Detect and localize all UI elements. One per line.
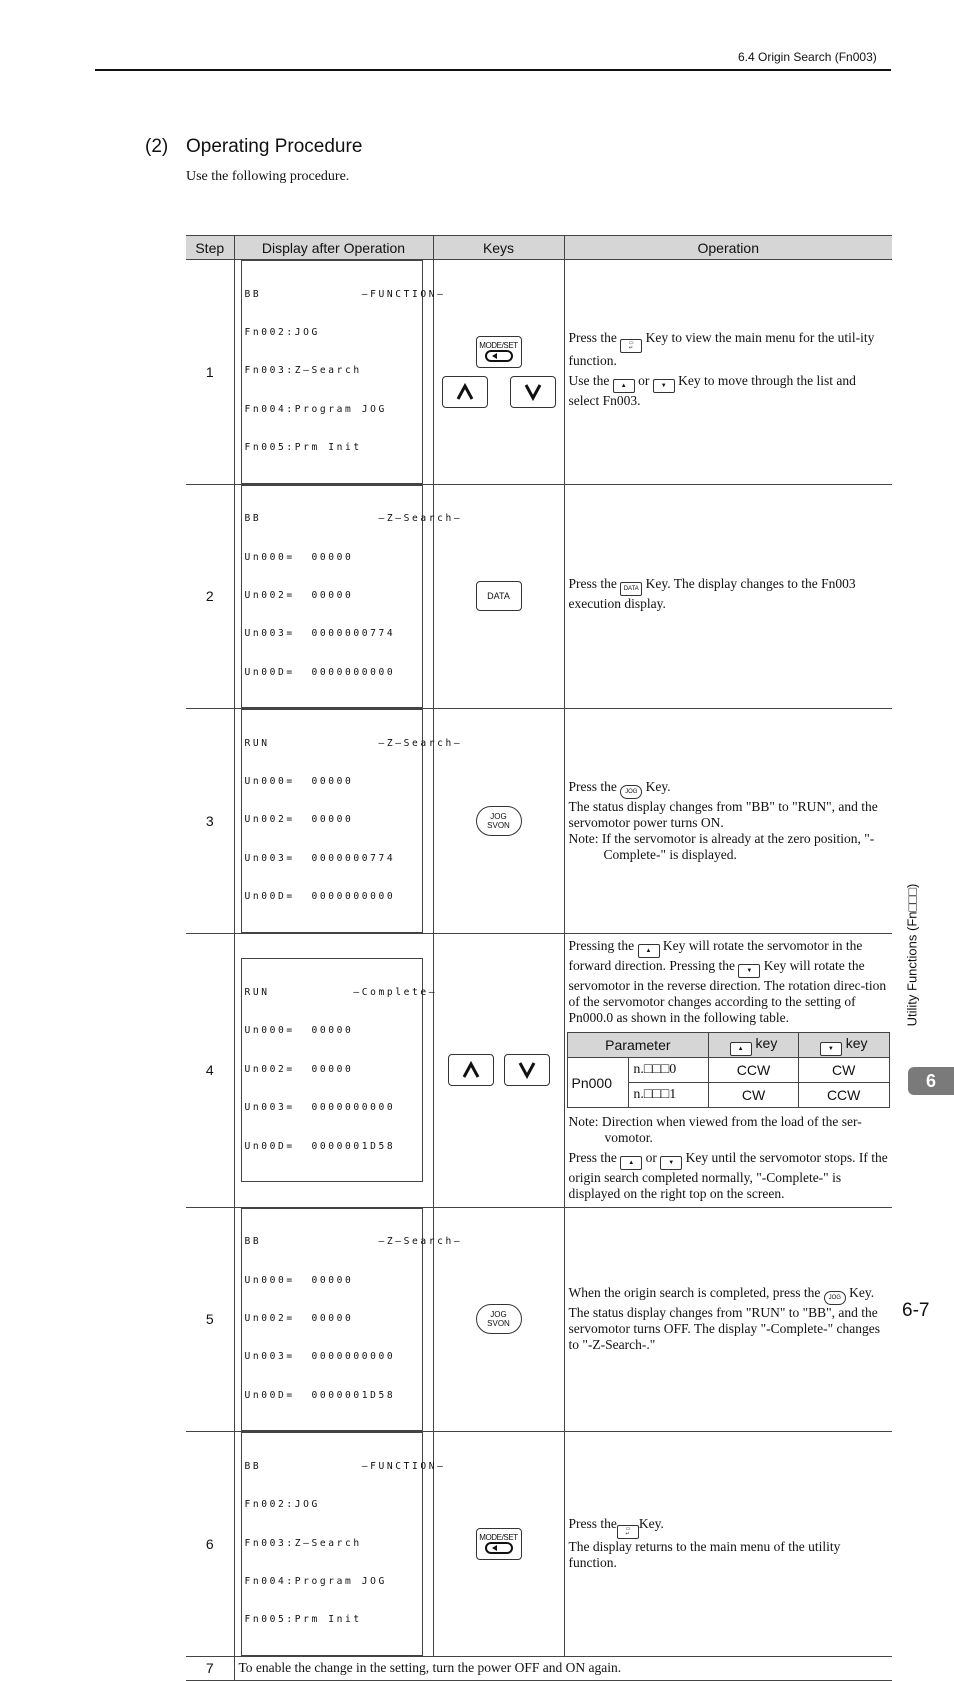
lcd-line: Fn005:Prm Init — [244, 442, 362, 454]
step-number: 5 — [186, 1207, 234, 1432]
lcd-line: Fn002:JOG — [244, 1499, 320, 1511]
lcd-display — [241, 709, 463, 933]
op-text: Key until the servomotor stops. If the origin search completed normally, "-Complete-" is displayed on the right top on the screen. — [568, 1150, 888, 1202]
lcd-line: Fn003:Z–Search — [244, 1537, 362, 1549]
lcd-display — [241, 1208, 463, 1432]
lcd-display — [241, 485, 463, 709]
lcd-line: Un002= 00000 — [244, 589, 354, 601]
enter-arrow-icon — [484, 350, 514, 362]
lcd-line: Un00D= 0000000000 — [244, 891, 396, 903]
op-text: Key. — [849, 1285, 875, 1301]
lcd-line: BB –Z–Search– — [244, 513, 463, 525]
mode-set-key[interactable] — [476, 336, 522, 368]
page-number: 6-7 — [902, 1300, 930, 1321]
lcd-line: Un003= 0000000000 — [244, 1102, 396, 1114]
step-number: 3 — [186, 709, 234, 934]
table-row — [186, 1207, 892, 1432]
param-value: n.□□□1 — [629, 1083, 709, 1108]
op-text: Press the — [568, 576, 617, 592]
side-tab — [902, 870, 922, 1040]
jog-label: JOG — [490, 1310, 507, 1320]
table-header-row — [186, 236, 892, 260]
step-number: 7 — [186, 1656, 234, 1680]
jog-svon-key-icon: JOG — [824, 1291, 846, 1305]
lcd-line: Un002= 00000 — [244, 814, 354, 826]
op-text: Key will rotate the servomotor in the reverse direction. The rotation direc-tion of the servomotor changes according to the setting of Pn000.0 as shown in the following table. — [568, 958, 887, 1026]
key-header: key — [755, 1034, 778, 1051]
lcd-line: Un000= 00000 — [244, 1025, 354, 1037]
lcd-line: Un00D= 0000000000 — [244, 666, 396, 678]
step-number: 4 — [186, 933, 234, 1207]
lcd-line: BB –FUNCTION– — [244, 288, 446, 300]
lcd-line: Un002= 00000 — [244, 1063, 354, 1075]
lcd-line: Fn005:Prm Init — [244, 1614, 362, 1626]
jog-svon-key-icon: JOG — [620, 785, 642, 799]
lcd-display — [241, 958, 438, 1182]
intro-text: Use the following procedure. — [186, 169, 350, 184]
op-note: Note: If the servomotor is already at the zero position, "-Complete-" is displayed. — [568, 830, 875, 862]
section-title-text: Operating Procedure — [186, 136, 363, 157]
op-text: Press the — [568, 778, 617, 794]
op-text: Key to move through the list and select Fn003. — [568, 373, 856, 409]
lcd-line: Fn004:Program JOG — [244, 403, 387, 415]
down-key-icon: ▼ — [653, 379, 675, 393]
header-step: Step — [186, 236, 234, 260]
procedure-table — [186, 235, 892, 1681]
lcd-line: BB –FUNCTION– — [244, 1460, 446, 1472]
op-text: When the origin search is completed, press the — [568, 1285, 821, 1301]
lcd-line: BB –Z–Search– — [244, 1236, 463, 1248]
step-number: 2 — [186, 484, 234, 709]
down-direction: CCW — [798, 1083, 889, 1108]
lcd-line: Un000= 00000 — [244, 776, 354, 788]
mode-set-label: MODE/SET — [479, 1533, 518, 1543]
data-key-icon: DATA — [620, 582, 642, 596]
step-number: 6 — [186, 1432, 234, 1657]
lcd-line: Un003= 0000000774 — [244, 852, 396, 864]
up-key-icon: ▲ — [620, 1156, 642, 1170]
header-rule — [95, 69, 891, 71]
param-value: n.□□□0 — [629, 1058, 709, 1083]
lcd-line: Un000= 00000 — [244, 1274, 354, 1286]
lcd-line: Un00D= 0000001D58 — [244, 1140, 396, 1152]
op-text: Use the — [568, 373, 610, 389]
lcd-line: RUN –Complete– — [244, 986, 438, 998]
lcd-line: Fn004:Program JOG — [244, 1575, 387, 1587]
up-key-icon: ▲ — [638, 944, 660, 958]
down-key-icon: ▼ — [738, 964, 760, 978]
op-text: Key. — [645, 778, 671, 794]
op-text: Pressing the — [568, 938, 635, 954]
lcd-line: Fn003:Z–Search — [244, 365, 362, 377]
jog-svon-key[interactable] — [476, 1304, 522, 1334]
up-key-icon: ▲ — [730, 1042, 752, 1056]
lcd-line: Un003= 0000000000 — [244, 1351, 396, 1363]
op-text: or — [638, 373, 650, 389]
op-text: Press the — [568, 1516, 617, 1532]
mode-set-key-icon: ▭ ↵ — [620, 339, 642, 353]
down-arrow-icon — [518, 1062, 536, 1078]
chapter-tab: 6 — [908, 1067, 954, 1095]
lcd-line: Un000= 00000 — [244, 551, 354, 563]
section-title — [145, 136, 362, 158]
jog-label: JOG — [490, 811, 507, 821]
jog-svon-key[interactable] — [476, 806, 522, 836]
op-text: The status display changes from "RUN" to "BB", and the servomotor turns OFF. The display "-Complete-" changes to "-Z-Search-." — [568, 1305, 881, 1353]
param-name: Pn000 — [567, 1058, 629, 1108]
header-operation: Operation — [564, 236, 892, 260]
mode-set-key[interactable] — [476, 1528, 522, 1560]
table-row — [186, 709, 892, 934]
svon-label: SVON — [487, 820, 510, 830]
up-direction: CW — [709, 1083, 799, 1108]
header-keys: Keys — [433, 236, 564, 260]
op-text: Key will rotate the servomotor in the forward direction. Pressing the — [568, 938, 863, 974]
lcd-line: RUN –Z–Search– — [244, 737, 463, 749]
side-tab-text: Utility Functions (Fn□□□) — [904, 883, 920, 1027]
lcd-line: Fn002:JOG — [244, 326, 320, 338]
up-key-icon: ▲ — [613, 379, 635, 393]
table-row — [186, 933, 892, 1207]
down-key[interactable] — [504, 1054, 550, 1086]
header-display: Display after Operation — [234, 236, 433, 260]
param-header: Parameter — [567, 1033, 709, 1058]
lcd-display — [241, 260, 446, 484]
lcd-display — [241, 1432, 446, 1656]
down-key[interactable] — [510, 376, 556, 408]
svon-label: SVON — [487, 1319, 510, 1329]
section-number: (2) — [145, 136, 169, 157]
down-key-icon: ▼ — [820, 1042, 842, 1056]
up-direction: CCW — [709, 1058, 799, 1083]
op-note: Note: Direction when viewed from the load of the ser-vomotor. — [568, 1114, 862, 1146]
up-key[interactable] — [442, 376, 488, 408]
table-row — [186, 484, 892, 709]
table-row — [186, 1432, 892, 1657]
up-arrow-icon — [456, 384, 474, 400]
data-key[interactable]: DATA — [476, 581, 522, 611]
op-text: Press the — [568, 330, 617, 346]
mode-set-label: MODE/SET — [479, 341, 518, 351]
up-key[interactable] — [448, 1054, 494, 1086]
step-number: 1 — [186, 260, 234, 485]
down-arrow-icon — [524, 384, 542, 400]
lcd-line: Un002= 00000 — [244, 1313, 354, 1325]
op-text: The display returns to the main menu of the utility function. — [568, 1539, 841, 1571]
table-row — [186, 1656, 892, 1680]
key-header: key — [845, 1034, 868, 1051]
up-arrow-icon — [462, 1062, 480, 1078]
running-header: 6.4 Origin Search (Fn003) — [738, 50, 877, 64]
lcd-line: Un00D= 0000001D58 — [244, 1389, 396, 1401]
enter-arrow-icon — [484, 1542, 514, 1554]
direction-table — [567, 1032, 890, 1108]
table-row — [186, 260, 892, 485]
step-7-text: To enable the change in the setting, turn the power OFF and ON again. — [234, 1656, 892, 1680]
down-direction: CW — [798, 1058, 889, 1083]
op-text: or — [645, 1150, 657, 1166]
op-text: The status display changes from "BB" to "RUN", and the servomotor power turns ON. — [568, 798, 878, 830]
down-key-icon: ▼ — [660, 1156, 682, 1170]
lcd-line: Un003= 0000000774 — [244, 628, 396, 640]
op-text: Key to view the main menu for the util-ity function. — [568, 330, 875, 369]
mode-set-key-icon: ▭ ↵ — [617, 1525, 639, 1539]
op-text: Press the — [568, 1150, 617, 1166]
op-text: Key. The display changes to the Fn003 execution display. — [568, 576, 856, 612]
op-text: Key. — [638, 1516, 664, 1532]
